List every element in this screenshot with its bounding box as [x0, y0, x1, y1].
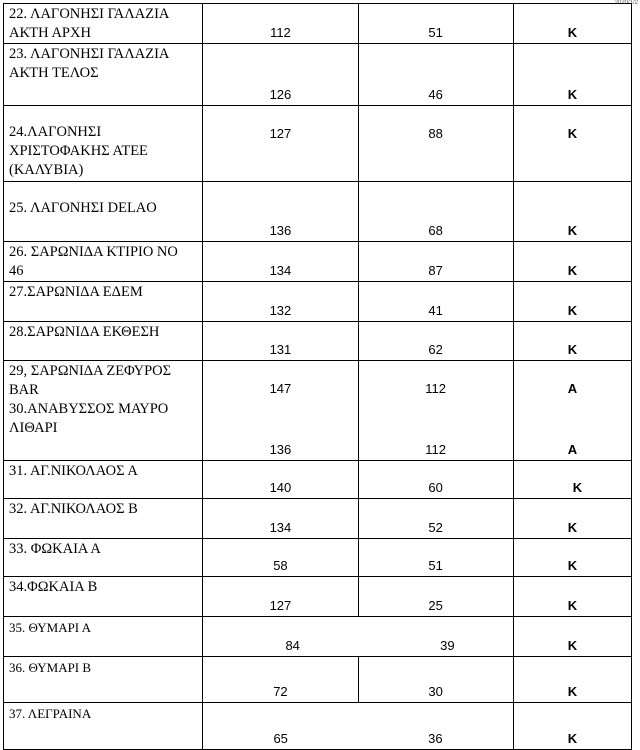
table-row	[4, 182, 632, 242]
value-2: 52	[428, 520, 443, 535]
location-name: 32. ΑΓ.ΝΙΚΟΛΑΟΣ Β	[9, 501, 138, 517]
value-1: 72	[273, 684, 288, 699]
location-name: 23. ΛΑΓΟΝΗΣΙ ΓΑΛΑΖΙΑ ΑΚΤΗ ΤΕΛΟΣ	[9, 46, 170, 81]
classification: Κ	[567, 520, 578, 535]
value-1: 132	[269, 303, 292, 318]
table-row	[4, 499, 632, 539]
location-name: 31. ΑΓ.ΝΙΚΟΛΑΟΣ Α	[9, 463, 138, 479]
value-2: 60	[428, 480, 443, 495]
value-1: 147	[269, 381, 292, 396]
value-1: 58	[273, 558, 288, 573]
value-2: 41	[428, 303, 443, 318]
value-1: 65	[273, 731, 288, 746]
classification: Κ	[567, 684, 578, 699]
table-row	[4, 282, 632, 322]
location-name: 28.ΣΑΡΩΝΙΔΑ ΕΚΘΕΣΗ	[9, 324, 160, 340]
location-name: 22. ΛΑΓΟΝΗΣΙ ΓΑΛΑΖΙΑ ΑΚΤΗ ΑΡΧΗ	[9, 6, 170, 41]
value-1: 127	[269, 598, 292, 613]
classification: Κ	[567, 263, 578, 278]
location-name: 26. ΣΑΡΩΝΙΔΑ ΚΤΙΡΙΟ ΝΟ 46	[9, 244, 178, 279]
value-2: 46	[428, 87, 443, 102]
value-2: 112	[425, 381, 447, 396]
page-number: 2020/1/2	[614, 0, 638, 6]
location-name: 24.ΛΑΓΟΝΗΣΙ ΧΡΙΣΤΟΦΑΚΗΣ ΑΤΕΕ (ΚΑΛΥΒΙΑ)	[9, 124, 148, 178]
classification: Κ	[567, 558, 578, 573]
table-row	[4, 703, 632, 750]
table-row	[4, 539, 632, 577]
value-2: 62	[428, 342, 443, 357]
table-row	[4, 44, 632, 106]
location-name: 25. ΛΑΓΟΝΗΣΙ DELAO	[9, 200, 157, 216]
value-2: 68	[428, 223, 443, 238]
classification: Κ	[567, 731, 578, 746]
table-row	[4, 461, 632, 499]
value-2: 30	[428, 684, 443, 699]
value-1: 134	[269, 520, 292, 535]
classification: Κ	[567, 342, 578, 357]
table-row	[4, 657, 632, 703]
table-row	[4, 106, 632, 182]
location-name: 27.ΣΑΡΩΝΙΔΑ ΕΔΕΜ	[9, 284, 143, 300]
classification-second: Α	[567, 442, 578, 457]
table-row	[4, 617, 632, 657]
value-1: 126	[269, 87, 292, 102]
value-2-second: 112	[425, 442, 447, 457]
table-row	[4, 577, 632, 617]
value-2: 51	[428, 25, 443, 40]
table-row	[4, 361, 632, 461]
location-name: 33. ΦΩΚΑΙΑ Α	[9, 541, 101, 557]
location-name: 29, ΣΑΡΩΝΙΔΑ ΖΕΦΥΡΟΣ BAR 30.ΑΝΑΒΥΣΣΟΣ ΜΑΥΡΟ ΛΙΘΑΡΙ	[9, 363, 172, 436]
table-row	[4, 4, 632, 44]
classification: Κ	[567, 126, 578, 141]
value-2: 88	[428, 126, 443, 141]
location-name: 36. ΘΥΜΑΡΙ Β	[9, 660, 92, 675]
classification: Κ	[567, 223, 578, 238]
classification: Κ	[567, 87, 578, 102]
value-1: 134	[269, 263, 292, 278]
classification: Α	[567, 381, 578, 396]
location-name: 35. ΘΥΜΑΡΙ Α	[9, 620, 92, 635]
classification: Κ	[567, 598, 578, 613]
value-1: 131	[269, 342, 292, 357]
value-1: 136	[269, 223, 292, 238]
value-1-second: 136	[269, 442, 292, 457]
value-2: 87	[428, 263, 443, 278]
table-row	[4, 322, 632, 361]
classification: Κ	[572, 480, 583, 495]
classification: Κ	[567, 25, 578, 40]
location-name: 37. ΛΕΓΡΑΙΝΑ	[9, 706, 92, 721]
value-1: 112	[270, 25, 291, 40]
location-name: 34.ΦΩΚΑΙΑ Β	[9, 579, 98, 595]
value-2: 51	[428, 558, 443, 573]
value-2: 39	[440, 638, 455, 653]
value-1: 140	[269, 480, 292, 495]
table-row	[4, 242, 632, 282]
value-2: 36	[428, 731, 443, 746]
value-2: 25	[428, 598, 443, 613]
classification: Κ	[567, 303, 578, 318]
value-1: 84	[285, 638, 300, 653]
beach-measurements-table	[3, 3, 632, 750]
classification: Κ	[567, 638, 578, 653]
value-1: 127	[269, 126, 292, 141]
